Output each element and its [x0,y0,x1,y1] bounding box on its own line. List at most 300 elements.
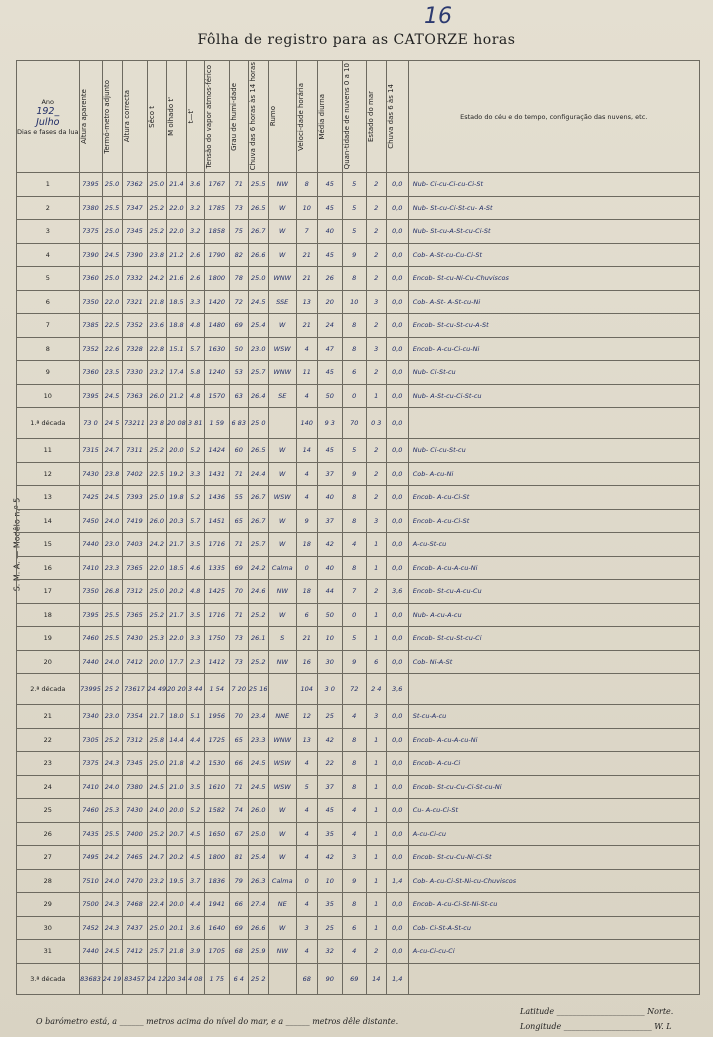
value-cell: 21.7 [147,705,167,729]
value-cell: 42 [317,846,342,870]
value-cell: 22.6 [102,337,122,361]
value-cell: 19.8 [167,486,187,510]
value-cell: 25.7 [248,533,268,557]
value-cell: SSE [268,290,296,314]
value-cell: 7402 [122,462,147,486]
value-cell: 73 [229,627,248,651]
day-number: 1 [17,173,80,197]
day-number: 7 [17,314,80,338]
value-cell: 26.7 [248,220,268,244]
value-cell: 1785 [204,196,229,220]
value-cell: 7395 [79,603,102,627]
value-cell: 5.2 [186,799,204,823]
value-cell: 25.0 [147,916,167,940]
value-cell: 7360 [79,267,102,291]
value-cell: 69 [229,916,248,940]
value-cell: 50 [317,384,342,408]
value-cell: 8 [342,728,366,752]
header-vel-diurna: Média diurna [317,61,342,173]
value-cell: 2 [366,314,386,338]
value-cell: 26.7 [248,486,268,510]
value-cell: 5 [342,439,366,463]
value-cell: 50 [229,337,248,361]
value-cell: 1 [366,916,386,940]
value-cell: 1 [366,846,386,870]
value-cell: 78 [229,267,248,291]
value-cell: 3.2 [186,220,204,244]
value-cell: 1 [366,822,386,846]
value-cell: 14 [296,439,317,463]
value-cell: 24.0 [147,799,167,823]
day-number: 3 [17,220,80,244]
value-cell: 0,0 [386,533,408,557]
value-cell: 0,0 [386,728,408,752]
value-cell: 7 [296,220,317,244]
value-cell: 25.0 [147,486,167,510]
value-cell: 60 [229,439,248,463]
value-cell: 25.0 [147,752,167,776]
value-cell: 23.5 [102,361,122,385]
value-cell: 2 [366,196,386,220]
value-cell: 4 [342,799,366,823]
header-nuvens: Quan-tidade de nuvens 0 a 10 [342,61,366,173]
value-cell: 1436 [204,486,229,510]
value-cell: 6 [366,650,386,674]
value-cell: 7350 [79,290,102,314]
day-row [17,439,700,463]
value-cell: 0,0 [386,650,408,674]
value-cell: WSW [268,337,296,361]
sky-state-cell: Cob- A-St- A-St-cu-Ni [408,290,699,314]
value-cell: W [268,846,296,870]
value-cell: 0 [296,556,317,580]
day-row [17,509,700,533]
day-number: 27 [17,846,80,870]
value-cell: 1716 [204,533,229,557]
value-cell: 1610 [204,775,229,799]
value-cell: 26.8 [102,580,122,604]
value-cell: 24.0 [102,509,122,533]
sky-state-cell: Nub- Ci-cu-Ci-cu-Ci-St [408,173,699,197]
value-cell: 24.2 [147,533,167,557]
sky-state-cell: Encob- A-cu-Ci-St-Ni-St-cu [408,893,699,917]
value-cell: 1 [366,603,386,627]
value-cell: 72 [229,290,248,314]
value-cell: 3 [366,705,386,729]
value-cell: 26.6 [248,243,268,267]
sky-state-cell: Encob- A-cu-A-cu-Ni [408,556,699,580]
value-cell: 26 [317,267,342,291]
value-cell: 4.8 [186,314,204,338]
day-number: 8 [17,337,80,361]
footer-note: O barómetro está, a ______ metros acima do nível do mar, e a ______ metros dêle distante. [36,1017,399,1026]
value-cell: 25.4 [248,314,268,338]
value-cell: 1 [366,775,386,799]
value-cell: 21.8 [147,290,167,314]
value-cell: 26.1 [248,627,268,651]
header-vel-horaria: Veloci-dade horária [296,61,317,173]
value-cell: NW [268,580,296,604]
value-cell: S [268,627,296,651]
value-cell: 0,0 [386,384,408,408]
value-cell: 1640 [204,916,229,940]
value-cell: W [268,799,296,823]
value-cell [268,408,296,439]
value-cell: 0,0 [386,196,408,220]
value-cell: 23.6 [147,314,167,338]
value-cell: WSW [268,486,296,510]
value-cell: 40 [317,220,342,244]
value-cell: 23.2 [147,361,167,385]
value-cell: 4 08 [186,963,204,994]
page-title: Fôlha de registro para as CATORZE horas [197,32,516,48]
value-cell: 1 75 [204,963,229,994]
value-cell: 82 [229,243,248,267]
value-cell: 16 [296,650,317,674]
value-cell: 25.0 [248,267,268,291]
value-cell: 0 [342,384,366,408]
value-cell: 0,0 [386,509,408,533]
day-number: 24 [17,775,80,799]
value-cell: SE [268,384,296,408]
value-cell: 10 [342,290,366,314]
value-cell: W [268,916,296,940]
value-cell: 2 [366,243,386,267]
value-cell: 1412 [204,650,229,674]
sky-state-cell: Encob- A-cu-Ci-cu-Ni [408,337,699,361]
value-cell: 72 [342,674,366,705]
value-cell: 1431 [204,462,229,486]
value-cell: 21 [296,243,317,267]
value-cell: 3 81 [186,408,204,439]
header-estado-mar: Estado do mar [366,61,386,173]
value-cell: 26.0 [147,509,167,533]
value-cell: 2.6 [186,243,204,267]
value-cell: 19.5 [167,869,187,893]
value-cell: W [268,196,296,220]
value-cell: 1 [366,556,386,580]
value-cell: 47 [317,337,342,361]
value-cell: 4.8 [186,580,204,604]
value-cell: 7419 [122,509,147,533]
value-cell: 1424 [204,439,229,463]
value-cell: NW [268,173,296,197]
day-row [17,893,700,917]
sky-state-cell: Encob- St-cu-St-cu-Ci [408,627,699,651]
value-cell: 1836 [204,869,229,893]
value-cell: 24.5 [102,486,122,510]
sky-state-cell: Encob- St-cu-Cu-Ni-Ci-St [408,846,699,870]
value-cell: 24.5 [102,940,122,964]
value-cell: 25 [317,705,342,729]
value-cell: 1335 [204,556,229,580]
value-cell: 22.0 [167,220,187,244]
value-cell: 7440 [79,533,102,557]
value-cell: 45 [317,361,342,385]
value-cell: 1 [366,893,386,917]
sky-state-cell: Encob- A-cu-Ci-St [408,509,699,533]
value-cell: 20.0 [167,893,187,917]
value-cell: 22 [317,752,342,776]
day-number: 22 [17,728,80,752]
sky-state-cell: A-cu-Ci-cu-Ci [408,940,699,964]
value-cell: 7312 [122,580,147,604]
value-cell: 2 [366,220,386,244]
value-cell: 7365 [122,603,147,627]
value-cell: 7390 [122,243,147,267]
value-cell: 0,0 [386,173,408,197]
value-cell: 0,0 [386,799,408,823]
value-cell: 68 [229,940,248,964]
header-chuva-geral: Chuva das 6 às 14 [386,61,408,173]
value-cell: 140 [296,408,317,439]
register-table [16,60,700,995]
value-cell: 2 [366,486,386,510]
value-cell: 40 [317,486,342,510]
value-cell: 4 [342,705,366,729]
value-cell: 24 19 [102,963,122,994]
header-seco: Sêco t [147,61,167,173]
value-cell: 4 [296,846,317,870]
value-cell: 68 [296,963,317,994]
day-number: 26 [17,822,80,846]
value-cell: 18.5 [167,290,187,314]
value-cell: 25.5 [102,196,122,220]
value-cell: 1750 [204,627,229,651]
value-cell: 17.7 [167,650,187,674]
value-cell: 8 [342,509,366,533]
value-cell [268,963,296,994]
value-cell: 21.0 [167,775,187,799]
day-number: 20 [17,650,80,674]
value-cell: 25.9 [248,940,268,964]
value-cell: 1858 [204,220,229,244]
value-cell: 7412 [122,650,147,674]
value-cell: 42 [317,728,342,752]
header-tensao: Tensão do vapor atmos-férico [204,61,229,173]
value-cell: 8 [296,173,317,197]
value-cell: 81 [229,846,248,870]
day-number: 25 [17,799,80,823]
value-cell: 7437 [122,916,147,940]
value-cell: 63 [229,384,248,408]
value-cell: 35 [317,893,342,917]
value-cell: 71 [229,533,248,557]
value-cell: 9 [342,869,366,893]
value-cell: 1 [366,869,386,893]
value-cell: 4 [296,337,317,361]
value-cell: 13 [296,290,317,314]
value-cell: 25 2 [102,674,122,705]
value-cell: 25.0 [102,267,122,291]
value-cell: 7395 [79,384,102,408]
value-cell: 8 [342,314,366,338]
value-cell: 24.2 [102,846,122,870]
value-cell: 3.6 [186,173,204,197]
value-cell: 69 [229,556,248,580]
value-cell: 3 [342,846,366,870]
value-cell: 25.8 [147,728,167,752]
value-cell: 65 [229,728,248,752]
value-cell: W [268,533,296,557]
value-cell: 7363 [122,384,147,408]
value-cell: 5.2 [186,486,204,510]
header-year: Ano 192_ Julho Dias e fases da lua [17,61,80,173]
value-cell: 10 [317,869,342,893]
sky-state-cell [408,674,699,705]
value-cell: 37 [317,462,342,486]
value-cell: 23.0 [248,337,268,361]
sheet-number: 16 [424,4,452,29]
sky-state-cell: Nub- St-cu-Ci-St-cu- A-St [408,196,699,220]
day-row [17,220,700,244]
sky-state-cell: Encob- A-cu-Ci [408,752,699,776]
day-row [17,173,700,197]
value-cell: 3.3 [186,290,204,314]
value-cell: 73 [229,196,248,220]
sky-state-cell: Encob- St-cu-Cu-Ci-St-cu-Ni [408,775,699,799]
sky-state-cell: Nub- St-cu-A-St-cu-Ci-St [408,220,699,244]
value-cell: 4.2 [186,752,204,776]
value-cell: 37 [317,775,342,799]
day-number: 3.ª década [17,963,80,994]
value-cell: 7 [342,580,366,604]
value-cell: 5.2 [186,439,204,463]
value-cell: 23.0 [102,705,122,729]
value-cell: 9 [342,243,366,267]
value-cell: 73617 [122,674,147,705]
value-cell: 26.5 [248,439,268,463]
value-cell: 27.4 [248,893,268,917]
value-cell: 1,4 [386,869,408,893]
value-cell: 7440 [79,650,102,674]
value-cell: 24.4 [248,462,268,486]
day-number: 1.ª década [17,408,80,439]
value-cell: 7354 [122,705,147,729]
value-cell: 21.8 [167,940,187,964]
value-cell: 7380 [79,196,102,220]
value-cell: 7345 [122,220,147,244]
value-cell: 1 [366,533,386,557]
decade-summary-row [17,408,700,439]
value-cell: 25.0 [248,822,268,846]
value-cell: 3.5 [186,533,204,557]
value-cell: 42 [317,533,342,557]
value-cell: 20.0 [167,439,187,463]
value-cell: 3.3 [186,462,204,486]
day-row [17,822,700,846]
sky-state-cell: St-cu-A-cu [408,705,699,729]
value-cell: W [268,439,296,463]
value-cell: 24.3 [102,752,122,776]
value-cell: 3.9 [186,940,204,964]
value-cell: 25.2 [147,196,167,220]
value-cell: WSW [268,752,296,776]
sky-state-cell: A-cu-St-cu [408,533,699,557]
day-row [17,705,700,729]
value-cell: 11 [296,361,317,385]
value-cell: 24.2 [248,556,268,580]
header-tt: t—t' [186,61,204,173]
value-cell: 18.5 [167,556,187,580]
day-number: 18 [17,603,80,627]
value-cell: 7311 [122,439,147,463]
value-cell: 4 [342,940,366,964]
day-number: 12 [17,462,80,486]
day-row [17,314,700,338]
value-cell: 7315 [79,439,102,463]
value-cell: 45 [317,173,342,197]
value-cell: 17.4 [167,361,187,385]
value-cell: 2 [366,940,386,964]
value-cell: 4.4 [186,893,204,917]
sky-state-cell: Nub- A-cu-A-cu [408,603,699,627]
sky-state-cell [408,408,699,439]
value-cell: 83683 [79,963,102,994]
day-number: 11 [17,439,80,463]
header-term-adjunto: Termó-metro adjunto [102,61,122,173]
value-cell: 0,0 [386,220,408,244]
value-cell: 66 [229,752,248,776]
day-number: 31 [17,940,80,964]
value-cell: 6 [296,603,317,627]
value-cell: 0,0 [386,916,408,940]
value-cell: 0,0 [386,439,408,463]
value-cell: 7440 [79,940,102,964]
value-cell: 21 [296,627,317,651]
value-cell: 24.5 [102,243,122,267]
sky-state-cell [408,963,699,994]
value-cell: 3 [366,290,386,314]
value-cell: 7465 [122,846,147,870]
value-cell: 25.3 [102,799,122,823]
value-cell: 7345 [122,752,147,776]
value-cell: 0,0 [386,822,408,846]
value-cell: 1,4 [386,963,408,994]
value-cell: 23.8 [102,462,122,486]
value-cell: 74 [229,799,248,823]
value-cell: 37 [317,509,342,533]
value-cell: 1 [366,627,386,651]
value-cell: 4.5 [186,822,204,846]
value-cell: 8 [342,556,366,580]
value-cell: 2 [366,361,386,385]
value-cell: 7 20 [229,674,248,705]
header-alt-aparente: Altura aparente [79,61,102,173]
value-cell: 7375 [79,220,102,244]
value-cell: 69 [229,314,248,338]
value-cell: 7362 [122,173,147,197]
value-cell: 6 [342,916,366,940]
value-cell: 73 0 [79,408,102,439]
value-cell: 70 [342,408,366,439]
value-cell: W [268,314,296,338]
value-cell: 24.2 [147,267,167,291]
day-number: 9 [17,361,80,385]
value-cell: 1240 [204,361,229,385]
value-cell: 0,0 [386,893,408,917]
day-row [17,916,700,940]
value-cell: 0,0 [386,337,408,361]
value-cell: 9 [342,650,366,674]
value-cell: 2 [366,580,386,604]
value-cell: 19.2 [167,462,187,486]
value-cell: 1705 [204,940,229,964]
day-row [17,361,700,385]
value-cell: 104 [296,674,317,705]
value-cell: W [268,243,296,267]
day-number: 23 [17,752,80,776]
